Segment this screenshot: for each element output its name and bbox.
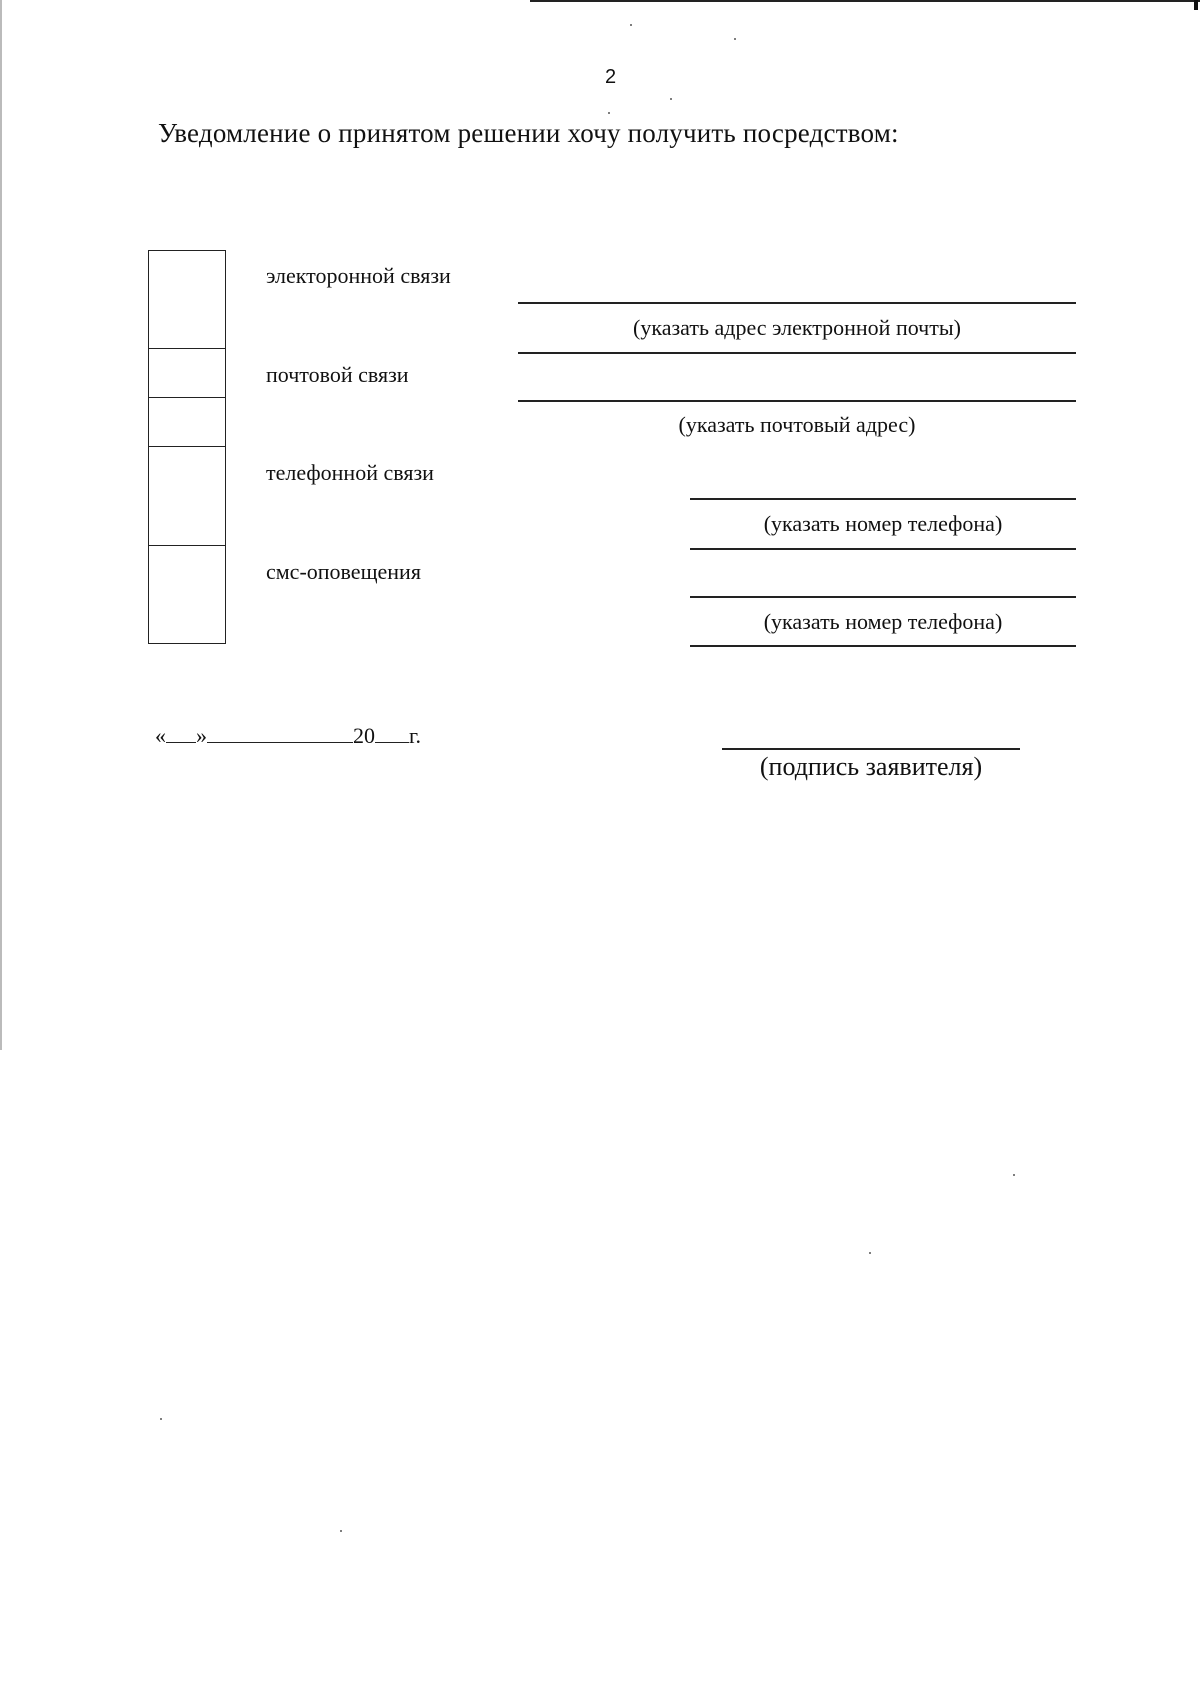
email-field-underline: [518, 352, 1076, 354]
scan-speck: [734, 38, 736, 40]
date-line: [155, 723, 421, 749]
scan-speck: [160, 1418, 162, 1420]
checkbox-phone[interactable]: [148, 446, 226, 546]
phone-field[interactable]: [690, 498, 1076, 500]
sms-phone-field[interactable]: [690, 596, 1076, 598]
checkbox-post-extra[interactable]: [148, 397, 226, 447]
option-label-email: электоронной связи: [266, 263, 451, 288]
email-field[interactable]: [518, 302, 1076, 304]
checkbox-email[interactable]: [148, 250, 226, 349]
email-hint: (указать адрес электронной почты): [633, 315, 961, 340]
scan-edge-top: [530, 0, 1200, 2]
scan-speck: [608, 112, 610, 114]
scan-speck: [340, 1530, 342, 1532]
sms-hint: (указать номер телефона): [763, 609, 1003, 634]
checkbox-post[interactable]: [148, 348, 226, 398]
phone-field-underline: [690, 548, 1076, 550]
scan-speck: [869, 1252, 871, 1254]
checkbox-sms[interactable]: [148, 545, 226, 644]
signature-label: (подпись заявителя): [759, 752, 983, 781]
option-label-sms: смс-оповещения: [266, 559, 421, 584]
page-number: 2: [605, 66, 617, 88]
option-label-phone: телефонной связи: [266, 460, 434, 485]
year-suffix: г.: [409, 723, 422, 748]
phone-hint: (указать номер телефона): [763, 511, 1003, 536]
date-open-quote: «: [155, 723, 166, 748]
option-label-post: почтовой связи: [266, 362, 409, 387]
day-field[interactable]: [166, 724, 196, 743]
date-close-quote: »: [196, 723, 207, 748]
signature-field[interactable]: [722, 748, 1020, 750]
sms-field-underline: [690, 645, 1076, 647]
month-field[interactable]: [207, 724, 353, 743]
postal-address-field[interactable]: [518, 400, 1076, 402]
scan-edge-mark: [1194, 0, 1198, 10]
scan-edge-left: [0, 0, 2, 1050]
year-field[interactable]: [375, 724, 409, 743]
form-heading: Уведомление о принятом решении хочу получить посредством:: [158, 118, 899, 148]
scan-speck: [670, 98, 672, 100]
postal-hint: (указать почтовый адрес): [678, 412, 916, 437]
scan-speck: [630, 24, 632, 26]
year-prefix: 20: [353, 723, 375, 748]
scan-speck: [1013, 1174, 1015, 1176]
